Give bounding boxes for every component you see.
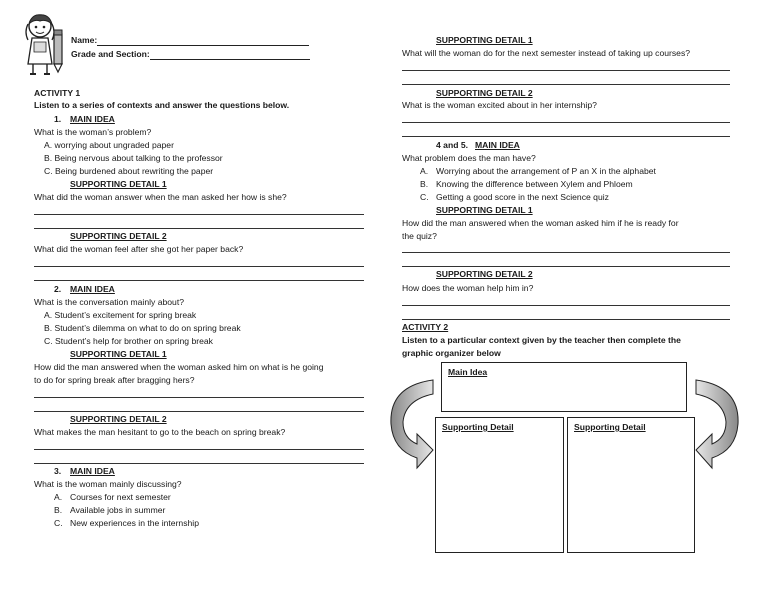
q3-main-idea-heading: MAIN IDEA <box>70 466 115 476</box>
q1-number: 1. <box>54 114 62 124</box>
girl-pencil-clipart-icon <box>22 12 70 78</box>
answer-line[interactable] <box>402 319 730 320</box>
q2-sd2-question: What makes the man hesitant to go to the beach on spring break? <box>34 427 286 437</box>
q45-option-a[interactable]: Worrying about the arrangement of P an X in the alphabet <box>436 166 656 176</box>
answer-line[interactable] <box>402 266 730 267</box>
q3-sd1-question: What will the woman do for the next semester instead of taking up courses? <box>402 48 691 58</box>
q45-main-idea-heading: MAIN IDEA <box>475 140 520 150</box>
answer-line[interactable] <box>34 463 364 464</box>
activity2-title: ACTIVITY 2 <box>402 322 449 332</box>
q1-option-c[interactable]: C. Being burdened about rewriting the paper <box>44 166 214 176</box>
q45-sd1-heading: SUPPORTING DETAIL 1 <box>436 205 533 215</box>
q3-question: What is the woman mainly discussing? <box>34 479 182 489</box>
q2-option-b[interactable]: B. Student’s dilemma on what to do on spring break <box>44 323 241 333</box>
answer-line[interactable] <box>402 70 730 71</box>
q2-number: 2. <box>54 284 62 294</box>
answer-line[interactable] <box>34 228 364 229</box>
supporting-detail-label-left: Supporting Detail <box>442 422 514 432</box>
answer-line[interactable] <box>34 449 364 450</box>
q3-sd2-heading: SUPPORTING DETAIL 2 <box>436 88 533 98</box>
name-label: Name: <box>71 35 98 46</box>
q1-question: What is the woman’s problem? <box>34 127 152 137</box>
activity1-title: ACTIVITY 1 <box>34 88 81 98</box>
answer-line[interactable] <box>34 266 364 267</box>
q2-option-a[interactable]: A. Student’s excitement for spring break <box>44 310 197 320</box>
q2-option-c[interactable]: C. Student’s help for brother on spring break <box>44 336 213 346</box>
q45-sd2-heading: SUPPORTING DETAIL 2 <box>436 269 533 279</box>
q3-option-a-letter: A. <box>54 492 63 502</box>
name-blank[interactable] <box>97 36 309 46</box>
q3-number: 3. <box>54 466 62 476</box>
main-idea-label: Main Idea <box>448 367 488 377</box>
answer-line[interactable] <box>34 280 364 281</box>
answer-line[interactable] <box>402 122 730 123</box>
q1-sd2-question: What did the woman feel after she got her paper back? <box>34 244 244 254</box>
q45-sd1-question-line2: the quiz? <box>402 231 437 241</box>
q3-option-c[interactable]: New experiences in the internship <box>70 518 199 528</box>
answer-line[interactable] <box>402 305 730 306</box>
supporting-detail-label-right: Supporting Detail <box>574 422 646 432</box>
answer-line[interactable] <box>402 136 730 137</box>
grade-section-field[interactable] <box>71 50 310 60</box>
q45-question: What problem does the man have? <box>402 153 536 163</box>
q3-sd2-question: What is the woman excited about in her internship? <box>402 100 597 110</box>
q1-sd2-heading: SUPPORTING DETAIL 2 <box>70 231 167 241</box>
q1-sd1-heading: SUPPORTING DETAIL 1 <box>70 179 167 189</box>
answer-line[interactable] <box>402 84 730 85</box>
name-field[interactable] <box>71 36 309 46</box>
supporting-detail-box-right[interactable] <box>567 417 695 553</box>
q1-main-idea-heading: MAIN IDEA <box>70 114 115 124</box>
q3-option-c-letter: C. <box>54 518 63 528</box>
activity2-instruction-line1: Listen to a particular context given by the teacher then complete the <box>402 335 681 345</box>
q45-option-a-letter: A. <box>420 166 429 176</box>
answer-line[interactable] <box>34 411 364 412</box>
activity1-instruction: Listen to a series of contexts and answer the questions below. <box>34 100 290 110</box>
q2-question: What is the conversation mainly about? <box>34 297 184 307</box>
answer-line[interactable] <box>402 252 730 253</box>
main-idea-box[interactable] <box>441 362 687 412</box>
supporting-detail-box-left[interactable] <box>435 417 564 553</box>
q2-sd2-heading: SUPPORTING DETAIL 2 <box>70 414 167 424</box>
grade-section-blank[interactable] <box>150 50 310 60</box>
answer-line[interactable] <box>34 397 364 398</box>
q2-main-idea-heading: MAIN IDEA <box>70 284 115 294</box>
curved-arrow-right-icon <box>692 376 744 472</box>
curved-arrow-left-icon <box>385 376 437 472</box>
q45-option-b[interactable]: Knowing the difference between Xylem and Phloem <box>436 179 633 189</box>
q3-sd1-heading: SUPPORTING DETAIL 1 <box>436 35 533 45</box>
q2-sd1-question-line2: to do for spring break after bragging hers? <box>34 375 195 385</box>
activity2-instruction-line2: graphic organizer below <box>402 348 501 358</box>
q3-option-b-letter: B. <box>54 505 63 515</box>
q3-option-b[interactable]: Available jobs in summer <box>70 505 166 515</box>
q1-sd1-question: What did the woman answer when the man asked her how is she? <box>34 192 287 202</box>
q1-option-a[interactable]: A. worrying about ungraded paper <box>44 140 174 150</box>
q45-number: 4 and 5. <box>436 140 468 150</box>
q45-sd2-question: How does the woman help him in? <box>402 283 534 293</box>
grade-section-label: Grade and Section: <box>71 49 150 60</box>
answer-line[interactable] <box>34 214 364 215</box>
q45-option-c-letter: C. <box>420 192 429 202</box>
q45-sd1-question-line1: How did the man answered when the woman asked him if he is ready for <box>402 218 679 228</box>
q3-option-a[interactable]: Courses for next semester <box>70 492 171 502</box>
q2-sd1-question-line1: How did the man answered when the woman asked him on what is he going <box>34 362 324 372</box>
q2-sd1-heading: SUPPORTING DETAIL 1 <box>70 349 167 359</box>
q45-option-c[interactable]: Getting a good score in the next Science quiz <box>436 192 609 202</box>
q45-option-b-letter: B. <box>420 179 429 189</box>
q1-option-b[interactable]: B. Being nervous about talking to the professor <box>44 153 223 163</box>
